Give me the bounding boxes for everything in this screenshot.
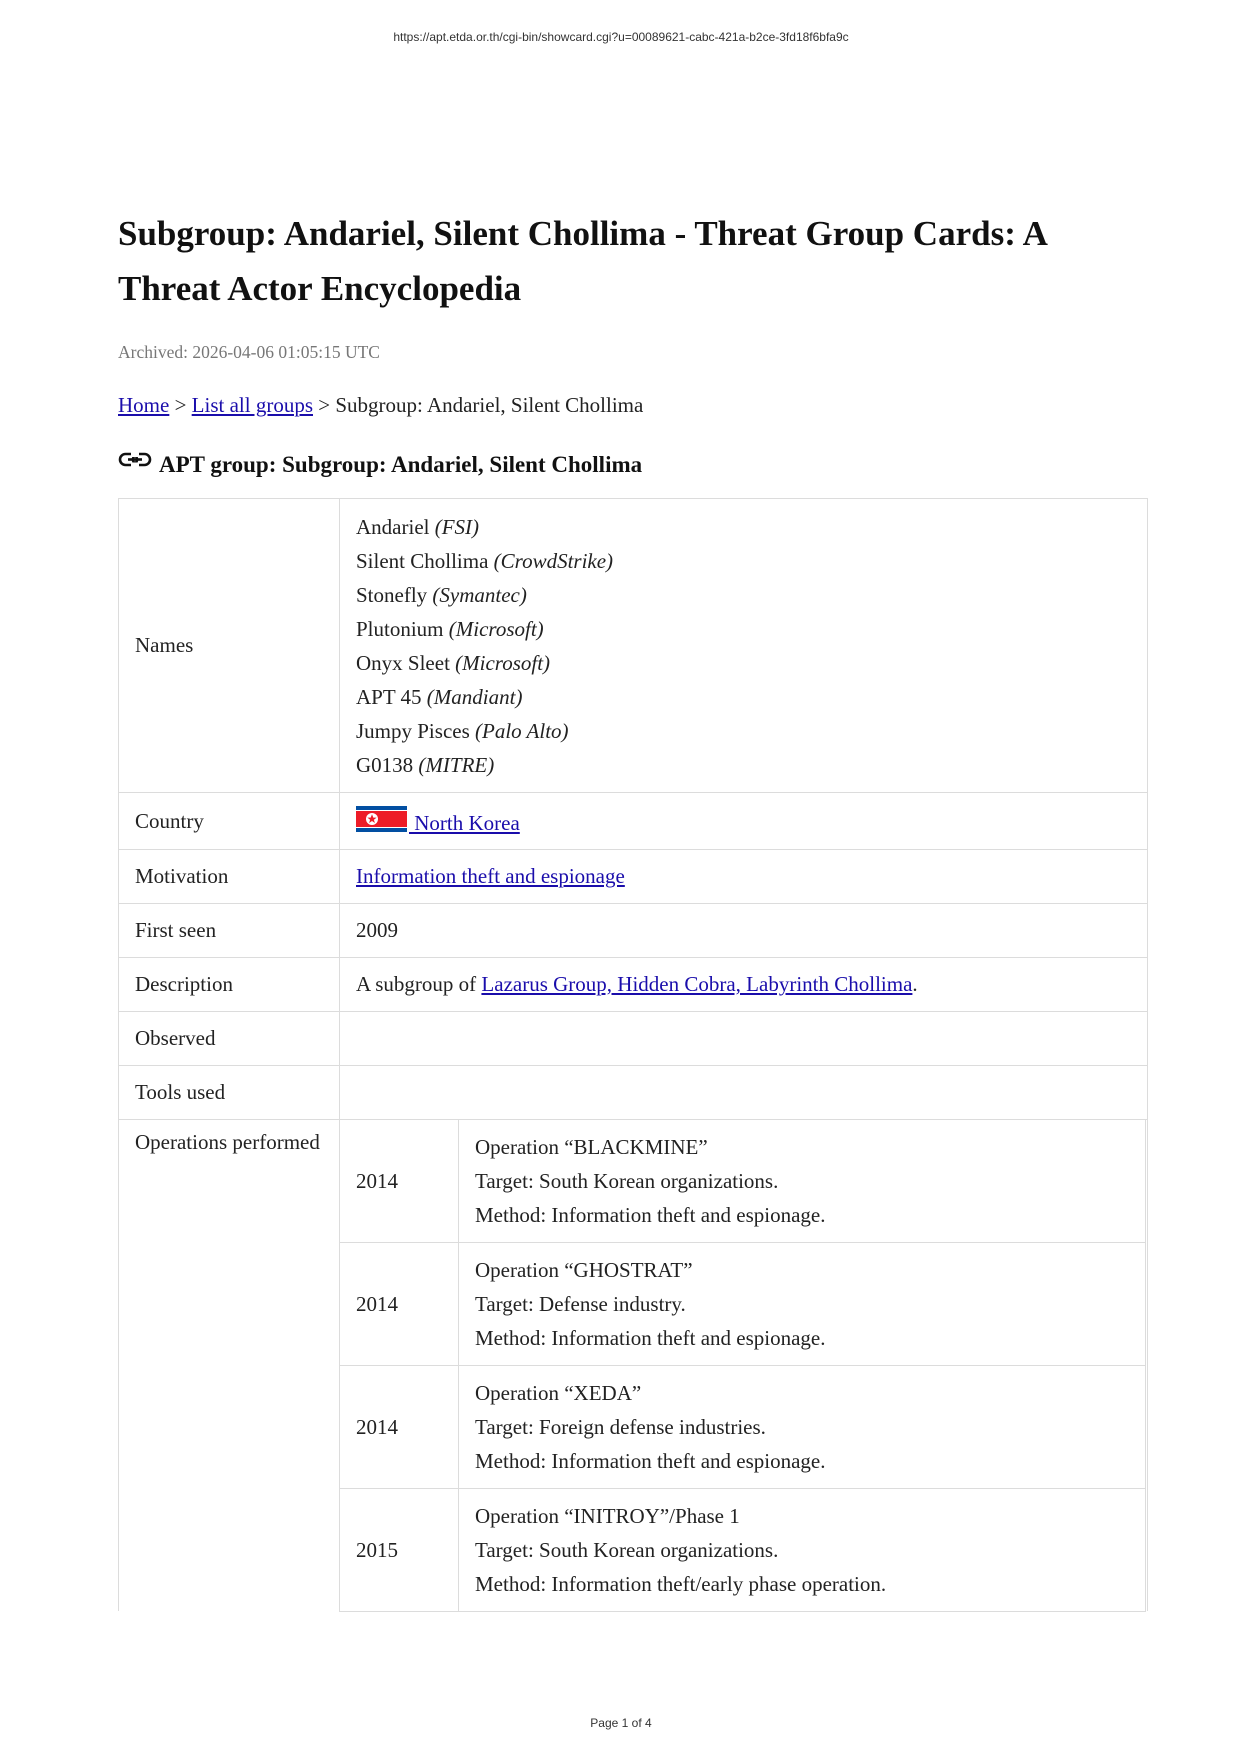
operation-row (340, 1243, 1146, 1366)
alias-item: Jumpy Pisces (Palo Alto) (356, 718, 569, 743)
north-korea-flag-icon (356, 806, 407, 832)
alias-item: Stonefly (Symantec) (356, 582, 527, 607)
operation-target: Target: South Korean organizations. (475, 1169, 779, 1193)
operation-name: Operation “INITROY”/Phase 1 (475, 1504, 740, 1528)
group-heading (118, 452, 1148, 478)
alias-item: Plutonium (Microsoft) (356, 616, 544, 641)
alias-item: Onyx Sleet (Microsoft) (356, 650, 551, 675)
country-link[interactable] (356, 811, 520, 835)
archived-timestamp: Archived: 2026-04-06 01:05:15 UTC (118, 342, 380, 362)
observed-label: Observed (119, 1012, 340, 1066)
alias-item: Silent Chollima (CrowdStrike) (356, 548, 614, 573)
description-row (119, 958, 1148, 1012)
country-row (119, 793, 1148, 850)
page-url-header: https://apt.etda.or.th/cgi-bin/showcard.cgi?u=00089621-cabc-421a-b2ce-3fd18f6bfa9c (393, 30, 849, 44)
breadcrumb (118, 393, 1148, 418)
motivation-label: Motivation (119, 850, 340, 904)
operation-target: Target: Defense industry. (475, 1292, 686, 1316)
operation-name: Operation “BLACKMINE” (475, 1135, 708, 1159)
observed-value (340, 1012, 1148, 1066)
description-label: Description (119, 958, 340, 1012)
first-seen-label: First seen (119, 904, 340, 958)
motivation-link[interactable]: Information theft and espionage (356, 864, 625, 888)
operation-method: Method: Information theft/early phase operation. (475, 1572, 887, 1596)
breadcrumb-current: Subgroup: Andariel, Silent Chollima (335, 393, 644, 417)
operation-method: Method: Information theft and espionage. (475, 1449, 826, 1473)
operations-row (119, 1120, 1148, 1612)
first-seen-row (119, 904, 1148, 958)
breadcrumb-separator: > (169, 393, 192, 417)
description-value: A subgroup of Lazarus Group, Hidden Cobra, Labyrinth Chollima. (340, 958, 1148, 1012)
country-value (340, 793, 1148, 850)
link-icon[interactable] (118, 448, 152, 472)
operation-method: Method: Information theft and espionage. (475, 1326, 826, 1350)
parent-group-link[interactable]: Lazarus Group, Hidden Cobra, Labyrinth Chollima (481, 972, 913, 996)
names-row (119, 499, 1148, 793)
country-label: Country (119, 793, 340, 850)
operation-name: Operation “XEDA” (475, 1381, 642, 1405)
operation-details (459, 1489, 1146, 1612)
operation-method: Method: Information theft and espionage. (475, 1203, 826, 1227)
alias-item: APT 45 (Mandiant) (356, 684, 523, 709)
page-title: Subgroup: Andariel, Silent Chollima - Threat Group Cards: A Threat Actor Encyclopedia (118, 214, 1047, 308)
motivation-row (119, 850, 1148, 904)
operation-row (340, 1120, 1146, 1243)
operation-year: 2015 (340, 1489, 459, 1612)
alias-item: G0138 (MITRE) (356, 752, 495, 777)
operation-target: Target: South Korean organizations. (475, 1538, 779, 1562)
operation-details (459, 1120, 1146, 1243)
operation-row (340, 1366, 1146, 1489)
page-number-footer: Page 1 of 4 (590, 1716, 652, 1730)
operations-label: Operations performed (119, 1120, 340, 1612)
tools-label: Tools used (119, 1066, 340, 1120)
observed-row (119, 1012, 1148, 1066)
document-content (118, 206, 1148, 1611)
operation-year: 2014 (340, 1120, 459, 1243)
operation-target: Target: Foreign defense industries. (475, 1415, 766, 1439)
operation-details (459, 1243, 1146, 1366)
breadcrumb-list-all-groups-link[interactable]: List all groups (191, 393, 313, 417)
operation-year: 2014 (340, 1366, 459, 1489)
names-label: Names (119, 499, 340, 793)
operation-year: 2014 (340, 1243, 459, 1366)
breadcrumb-separator: > (313, 393, 336, 417)
operation-name: Operation “GHOSTRAT” (475, 1258, 693, 1282)
group-heading-text: APT group: Subgroup: Andariel, Silent Chollima (159, 452, 643, 477)
country-name: North Korea (409, 811, 520, 835)
operations-table (339, 1119, 1146, 1612)
operation-row (340, 1489, 1146, 1612)
threat-group-card-table (118, 498, 1148, 1611)
names-value (340, 499, 1148, 793)
alias-item: Andariel (FSI) (356, 514, 480, 539)
breadcrumb-home-link[interactable]: Home (118, 393, 170, 417)
tools-row (119, 1066, 1148, 1120)
first-seen-value: 2009 (340, 904, 1148, 958)
operation-details (459, 1366, 1146, 1489)
motivation-value (340, 850, 1148, 904)
tools-value (340, 1066, 1148, 1120)
operations-value (340, 1120, 1148, 1612)
